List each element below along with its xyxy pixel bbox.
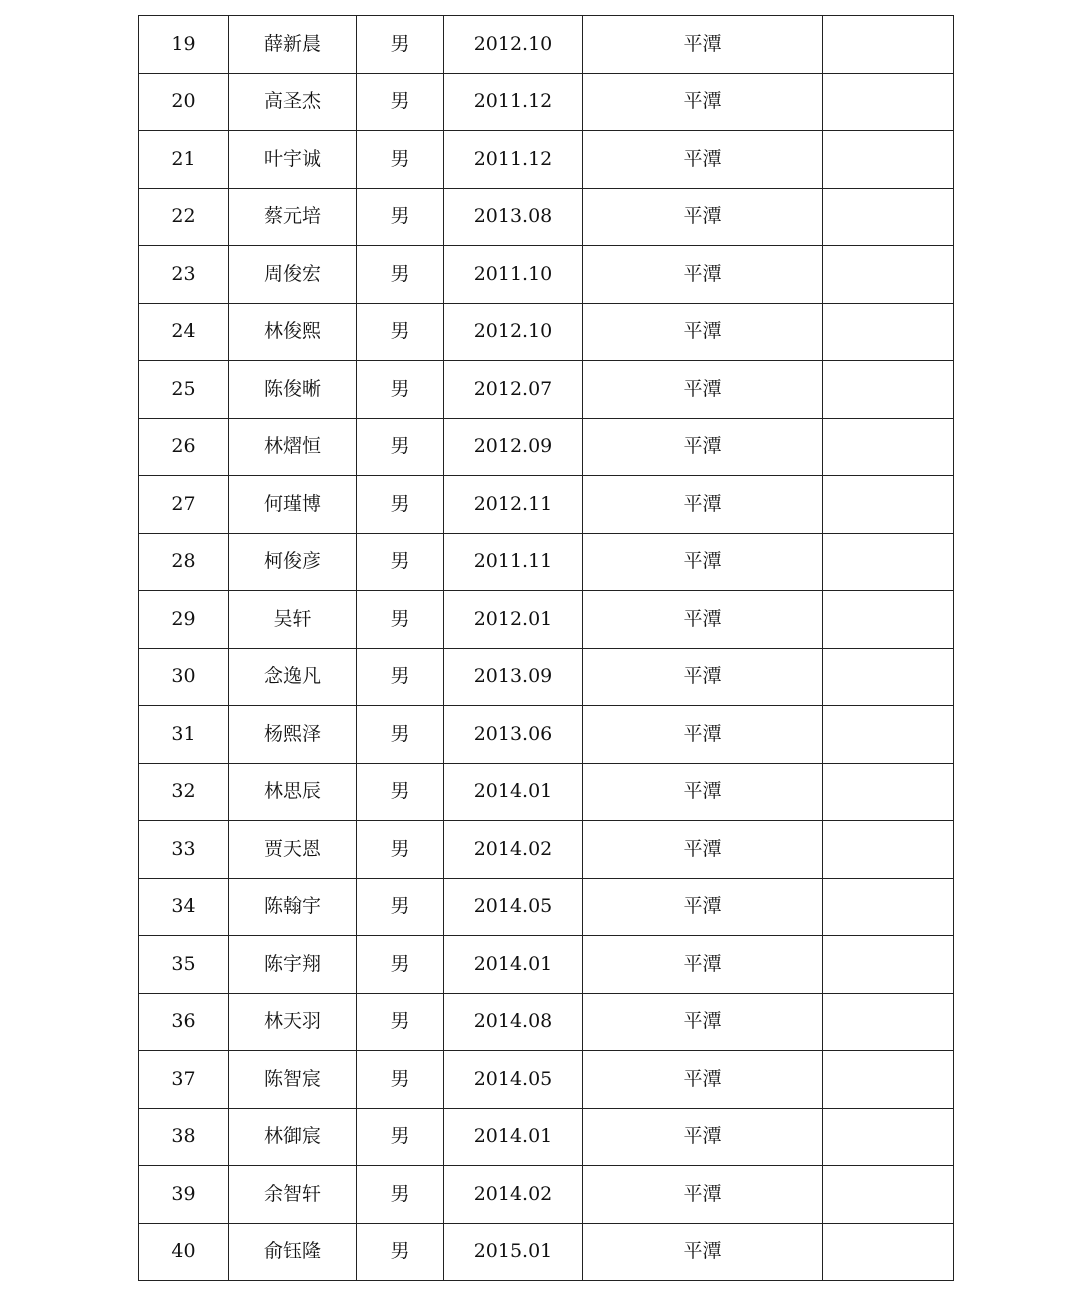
cell-note (823, 418, 954, 476)
cell-birth-date: 2012.09 (444, 418, 583, 476)
cell-note (823, 821, 954, 879)
cell-name: 林俊熙 (229, 303, 357, 361)
cell-place: 平潭 (583, 418, 823, 476)
table-row (139, 533, 954, 591)
cell-note (823, 591, 954, 649)
cell-place: 平潭 (583, 821, 823, 879)
cell-note (823, 131, 954, 189)
cell-gender: 男 (357, 476, 444, 534)
cell-birth-date: 2014.01 (444, 763, 583, 821)
cell-gender: 男 (357, 1051, 444, 1109)
cell-gender: 男 (357, 188, 444, 246)
cell-birth-date: 2014.02 (444, 1166, 583, 1224)
cell-place: 平潭 (583, 361, 823, 419)
cell-name: 余智轩 (229, 1166, 357, 1224)
cell-note (823, 73, 954, 131)
cell-birth-date: 2014.01 (444, 936, 583, 994)
cell-number: 33 (139, 821, 229, 879)
cell-gender: 男 (357, 73, 444, 131)
table-row (139, 648, 954, 706)
cell-place: 平潭 (583, 706, 823, 764)
cell-name: 林御宸 (229, 1108, 357, 1166)
cell-number: 30 (139, 648, 229, 706)
cell-note (823, 246, 954, 304)
table-row (139, 418, 954, 476)
table-row (139, 1051, 954, 1109)
cell-number: 37 (139, 1051, 229, 1109)
cell-number: 29 (139, 591, 229, 649)
table-row (139, 1166, 954, 1224)
cell-birth-date: 2014.02 (444, 821, 583, 879)
cell-name: 念逸凡 (229, 648, 357, 706)
cell-note (823, 303, 954, 361)
table-row (139, 763, 954, 821)
table-row (139, 993, 954, 1051)
cell-place: 平潭 (583, 1223, 823, 1281)
cell-birth-date: 2011.12 (444, 73, 583, 131)
cell-name: 林思辰 (229, 763, 357, 821)
cell-name: 吴轩 (229, 591, 357, 649)
cell-number: 25 (139, 361, 229, 419)
cell-number: 26 (139, 418, 229, 476)
cell-name: 叶宇诚 (229, 131, 357, 189)
cell-number: 31 (139, 706, 229, 764)
cell-gender: 男 (357, 706, 444, 764)
cell-place: 平潭 (583, 246, 823, 304)
cell-birth-date: 2015.01 (444, 1223, 583, 1281)
cell-gender: 男 (357, 821, 444, 879)
cell-number: 24 (139, 303, 229, 361)
cell-gender: 男 (357, 1223, 444, 1281)
cell-place: 平潭 (583, 648, 823, 706)
cell-note (823, 533, 954, 591)
cell-number: 40 (139, 1223, 229, 1281)
cell-note (823, 361, 954, 419)
cell-number: 23 (139, 246, 229, 304)
table-row (139, 936, 954, 994)
cell-gender: 男 (357, 993, 444, 1051)
table-row (139, 878, 954, 936)
cell-gender: 男 (357, 878, 444, 936)
table-row (139, 131, 954, 189)
cell-name: 陈宇翔 (229, 936, 357, 994)
cell-place: 平潭 (583, 878, 823, 936)
cell-note (823, 936, 954, 994)
cell-birth-date: 2013.06 (444, 706, 583, 764)
table-row (139, 73, 954, 131)
cell-place: 平潭 (583, 476, 823, 534)
cell-birth-date: 2014.05 (444, 1051, 583, 1109)
cell-place: 平潭 (583, 131, 823, 189)
cell-number: 22 (139, 188, 229, 246)
table-row (139, 188, 954, 246)
cell-gender: 男 (357, 303, 444, 361)
cell-birth-date: 2012.11 (444, 476, 583, 534)
cell-birth-date: 2013.08 (444, 188, 583, 246)
cell-gender: 男 (357, 591, 444, 649)
cell-number: 19 (139, 16, 229, 74)
cell-note (823, 763, 954, 821)
cell-place: 平潭 (583, 993, 823, 1051)
cell-gender: 男 (357, 1108, 444, 1166)
cell-gender: 男 (357, 131, 444, 189)
cell-birth-date: 2012.01 (444, 591, 583, 649)
cell-name: 杨熙泽 (229, 706, 357, 764)
cell-place: 平潭 (583, 1108, 823, 1166)
cell-note (823, 1051, 954, 1109)
cell-gender: 男 (357, 936, 444, 994)
cell-number: 21 (139, 131, 229, 189)
table-row (139, 591, 954, 649)
cell-birth-date: 2011.12 (444, 131, 583, 189)
cell-place: 平潭 (583, 1166, 823, 1224)
cell-number: 28 (139, 533, 229, 591)
roster-table (138, 15, 954, 1281)
cell-number: 36 (139, 993, 229, 1051)
cell-birth-date: 2014.01 (444, 1108, 583, 1166)
table-row (139, 476, 954, 534)
cell-name: 何瑾博 (229, 476, 357, 534)
cell-number: 38 (139, 1108, 229, 1166)
cell-number: 39 (139, 1166, 229, 1224)
cell-birth-date: 2011.11 (444, 533, 583, 591)
cell-name: 薛新晨 (229, 16, 357, 74)
cell-gender: 男 (357, 246, 444, 304)
cell-note (823, 476, 954, 534)
cell-note (823, 993, 954, 1051)
cell-gender: 男 (357, 361, 444, 419)
table-row (139, 1223, 954, 1281)
cell-number: 34 (139, 878, 229, 936)
cell-gender: 男 (357, 16, 444, 74)
cell-note (823, 1223, 954, 1281)
cell-birth-date: 2013.09 (444, 648, 583, 706)
cell-name: 陈俊晰 (229, 361, 357, 419)
cell-place: 平潭 (583, 16, 823, 74)
table-row (139, 303, 954, 361)
cell-gender: 男 (357, 763, 444, 821)
cell-name: 周俊宏 (229, 246, 357, 304)
cell-birth-date: 2012.10 (444, 16, 583, 74)
cell-place: 平潭 (583, 763, 823, 821)
table-row (139, 246, 954, 304)
cell-number: 32 (139, 763, 229, 821)
table-row (139, 16, 954, 74)
table-row (139, 706, 954, 764)
roster-table-body (139, 16, 954, 1281)
cell-note (823, 648, 954, 706)
cell-birth-date: 2014.05 (444, 878, 583, 936)
table-row (139, 1108, 954, 1166)
cell-place: 平潭 (583, 591, 823, 649)
cell-place: 平潭 (583, 188, 823, 246)
cell-name: 高圣杰 (229, 73, 357, 131)
cell-number: 20 (139, 73, 229, 131)
cell-note (823, 1108, 954, 1166)
cell-name: 林熠恒 (229, 418, 357, 476)
cell-birth-date: 2011.10 (444, 246, 583, 304)
cell-name: 陈智宸 (229, 1051, 357, 1109)
cell-place: 平潭 (583, 533, 823, 591)
cell-number: 35 (139, 936, 229, 994)
table-row (139, 821, 954, 879)
cell-gender: 男 (357, 533, 444, 591)
cell-note (823, 878, 954, 936)
cell-place: 平潭 (583, 936, 823, 994)
cell-note (823, 1166, 954, 1224)
cell-name: 贾天恩 (229, 821, 357, 879)
cell-place: 平潭 (583, 73, 823, 131)
cell-name: 柯俊彦 (229, 533, 357, 591)
cell-place: 平潭 (583, 303, 823, 361)
cell-place: 平潭 (583, 1051, 823, 1109)
cell-name: 陈翰宇 (229, 878, 357, 936)
cell-gender: 男 (357, 1166, 444, 1224)
cell-birth-date: 2014.08 (444, 993, 583, 1051)
cell-gender: 男 (357, 648, 444, 706)
cell-note (823, 706, 954, 764)
cell-birth-date: 2012.07 (444, 361, 583, 419)
table-row (139, 361, 954, 419)
cell-note (823, 16, 954, 74)
cell-note (823, 188, 954, 246)
cell-number: 27 (139, 476, 229, 534)
cell-name: 俞钰隆 (229, 1223, 357, 1281)
cell-name: 蔡元培 (229, 188, 357, 246)
cell-birth-date: 2012.10 (444, 303, 583, 361)
cell-name: 林天羽 (229, 993, 357, 1051)
cell-gender: 男 (357, 418, 444, 476)
